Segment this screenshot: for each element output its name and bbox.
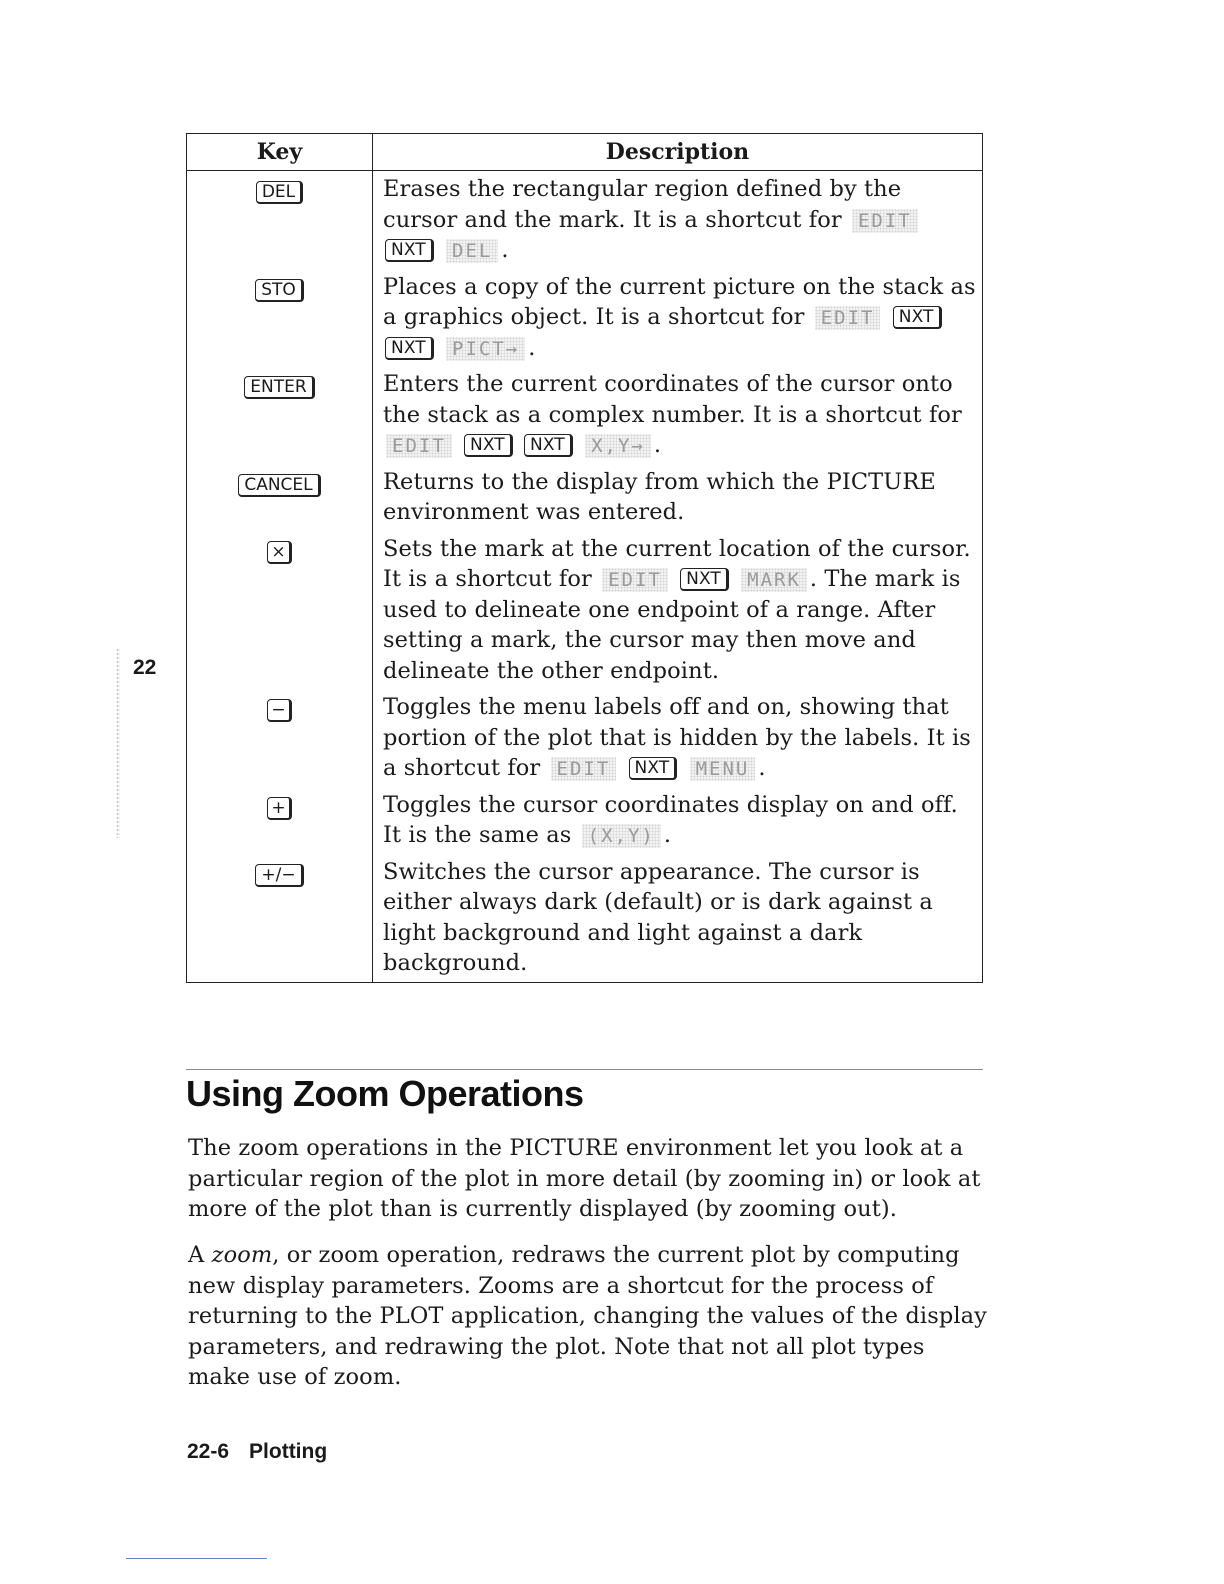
description-text: . The mark is used to delineate one endpoint of a range. After setting a mark, the cursor may then move and delineate the other endpoint. [383,566,961,684]
key-label-2: ENTER [244,376,314,399]
side-edge-marks [116,648,120,838]
bottom-edge-line [126,1558,267,1559]
description-text [883,304,890,330]
table-header-row [187,134,983,171]
key-label-0: DEL [256,181,303,204]
key-label-1: STO [255,279,304,302]
key-label-5: − [267,699,291,722]
description-text [436,237,443,263]
description-text: . [758,755,766,781]
description-text: Enters the current coordinates of the cursor onto the stack as a complex number. It is a shortcut for [383,371,962,428]
description-text: . [528,334,536,361]
key-cell [187,269,373,367]
section-paragraph-2 [188,1240,988,1393]
description-text [575,432,582,458]
section-paragraph-1: The zoom operations in the PICTURE environment let you look at a particular region of the plot in more detail (by zooming in) or look at more of the plot than is currently displayed (by zooming out). [188,1135,981,1222]
key-cell [187,531,373,690]
menu-softkey-label: EDIT [602,568,668,592]
key-label-7: +/− [255,864,303,887]
paragraph-2-prefix: A [188,1242,212,1268]
table-row [187,464,983,531]
menu-softkey-label: EDIT [852,209,918,233]
menu-softkey-label: EDIT [815,306,881,330]
keyboard-key-label: NXT [893,306,942,329]
description-cell [373,854,983,983]
description-text [731,566,738,592]
key-cell [187,366,373,464]
key-label-6: + [267,797,291,820]
page-number: 22-6 [187,1440,230,1463]
table-row [187,269,983,367]
description-text: Sets the mark at the current location of the cursor. It is a shortcut for [383,535,971,592]
description-text: . [653,432,662,458]
description-text: Erases the rectangular region defined by the cursor and the mark. It is a shortcut for [383,176,902,233]
description-text [436,335,443,361]
description-text [619,755,626,781]
menu-softkey-label: MENU [690,757,756,781]
table-row [187,787,983,854]
menu-softkey-label: X,Y→ [585,434,651,458]
keyboard-key-label: NXT [464,434,513,457]
description-text: . [663,822,672,848]
description-text: Toggles the cursor coordinates display on and off. It is the same as [383,791,958,848]
description-text: Returns to the display from which the PICTURE environment was entered. [383,468,936,525]
keyboard-key-label: NXT [680,568,729,591]
description-cell [373,689,983,787]
page-footer [187,1440,327,1464]
chapter-name: Plotting [249,1440,328,1463]
keyboard-key-label: NXT [629,757,678,780]
table-row [187,531,983,690]
description-cell [373,269,983,367]
menu-softkey-label: MARK [741,568,807,592]
menu-softkey-label: DEL [446,239,498,263]
menu-softkey-label: EDIT [551,757,617,781]
section-title: Using Zoom Operations [186,1073,584,1114]
keyboard-key-label: NXT [385,337,434,360]
description-column-header: Description [373,134,983,171]
description-text [515,432,522,458]
key-cell [187,787,373,854]
keyboard-key-label: NXT [524,434,573,457]
key-label-3: CANCEL [238,474,320,497]
menu-softkey-label: EDIT [386,434,452,458]
table-body [187,171,983,983]
description-cell [373,531,983,690]
menu-softkey-label: PICT→ [446,337,525,361]
description-text [455,432,462,458]
key-cell [187,171,373,269]
keyboard-key-label: NXT [385,239,434,262]
paragraph-2-rest: , or zoom operation, redraws the current plot by computing new display parameters. Zooms are a shortcut for the process of returning to the PLOT application, changing the values of the display parameters, and redrawing the plot. Note that not all plot types make use of zoom. [188,1242,987,1390]
description-cell [373,171,983,269]
description-text: Toggles the menu labels off and on, showing that portion of the plot that is hidden by the labels. It is a shortcut for [383,694,971,781]
description-text: Places a copy of the current picture on the stack as a graphics object. It is a shortcut for [383,273,976,330]
key-cell [187,464,373,531]
key-description-table [186,133,983,983]
table-row [187,854,983,983]
section-rule [186,1069,983,1070]
chapter-side-tab: 22 [133,656,157,679]
description-text: . [501,237,509,263]
key-label-4: × [267,541,291,564]
description-text [671,566,678,592]
table-row [187,171,983,269]
menu-softkey-label: (X,Y) [582,824,661,848]
description-text: Switches the cursor appearance. The cursor is either always dark (default) or is dark against a light background and light against a dark background. [383,858,933,976]
description-cell [373,787,983,854]
description-cell [373,464,983,531]
term-zoom: zoom [211,1242,273,1268]
description-text [679,755,686,781]
table-row [187,366,983,464]
table-row [187,689,983,787]
key-cell [187,854,373,983]
description-cell [373,366,983,464]
key-cell [187,689,373,787]
key-column-header: Key [187,134,373,171]
